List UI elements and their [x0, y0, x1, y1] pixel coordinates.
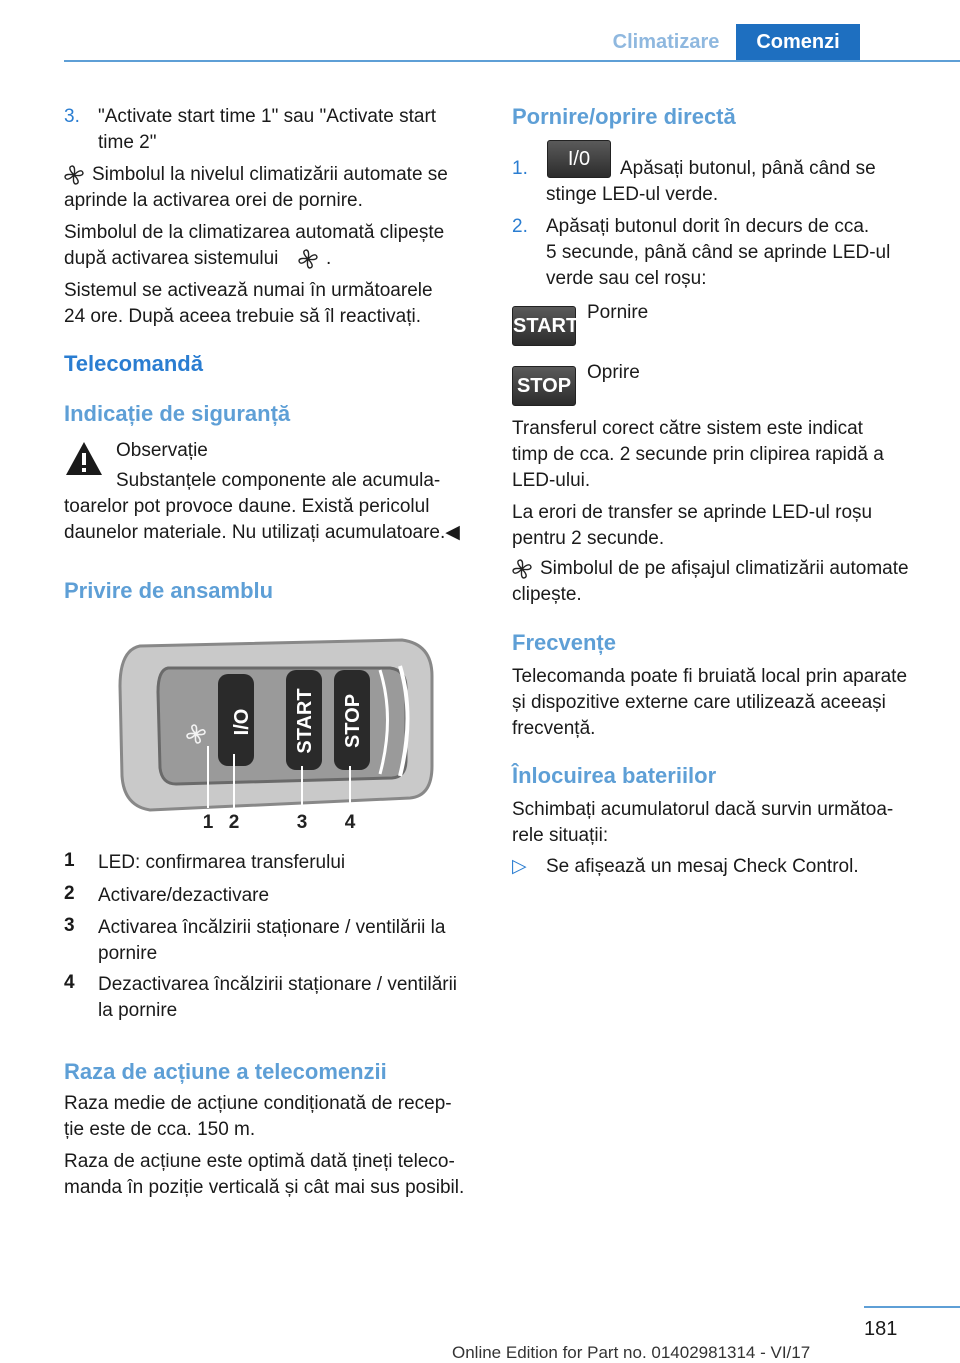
heading-frecvente: Frecvențe	[512, 630, 616, 655]
start-button-image: START	[512, 306, 576, 346]
blink-para-line-1: Simbolul de la climatizarea automată clipește	[64, 222, 445, 243]
transfer-line-1: Transferul corect către sistem este indicat	[512, 418, 863, 439]
blink-para-line-2b: .	[326, 248, 332, 269]
fan-icon	[64, 165, 84, 185]
step-3-line-2: time 2"	[98, 132, 157, 153]
tab-comenzi[interactable]: Comenzi	[736, 24, 860, 60]
step-2-line-1: Apăsați butonul dorit în decurs de cca.	[546, 216, 870, 237]
fan-icon	[512, 559, 532, 579]
legend-text: LED: confirmarea transferului	[98, 852, 346, 873]
errors-line-1: La erori de transfer se aprinde LED-ul roșu	[512, 502, 873, 523]
raza-line-4: manda în poziție verticală și cât mai sus posibil.	[64, 1177, 465, 1198]
legend-text: Activarea încălzirii staționare / ventilării la	[98, 917, 446, 938]
page-header	[0, 0, 960, 62]
frecv-line-2: și dispozitive externe care utilizează aceeași	[512, 692, 886, 713]
legend-number: 4	[64, 972, 75, 993]
callout-2: 2	[228, 812, 240, 833]
io-button-image: I/0	[547, 140, 611, 178]
warning-line-2: toarelor pot provoce daune. Există pericolul	[64, 496, 430, 517]
bullet-icon: ▷	[512, 856, 527, 877]
heading-inlocuirea-bateriilor: Înlocuirea bateriilor	[512, 763, 717, 788]
bullet-text: Se afișează un mesaj Check Control.	[546, 856, 859, 877]
frecv-line-3: frecvență.	[512, 718, 596, 739]
start-label: Pornire	[587, 302, 649, 323]
callout-3: 3	[296, 812, 308, 833]
remote-button-start-label: START	[294, 688, 316, 754]
step-1-number: 1.	[512, 158, 528, 179]
remote-button-stop-label: STOP	[342, 693, 364, 749]
warning-title: Observație	[116, 440, 208, 461]
warning-line-1: Substanțele componente ale acumula-	[116, 470, 441, 491]
warning-icon	[64, 440, 104, 478]
inl-line-1: Schimbați acumulatorul dacă survin următoa-	[512, 799, 894, 820]
callout-4: 4	[344, 812, 356, 833]
callout-1: 1	[202, 812, 214, 833]
legend-text-cont: pornire	[98, 943, 158, 964]
raza-line-1: Raza medie de acțiune condiționată de recep-	[64, 1093, 452, 1114]
page-number: 181	[864, 1318, 898, 1340]
symbol-blink-line-1: Simbolul de pe afișajul climatizării automate	[540, 558, 909, 579]
heading-raza-actiune: Raza de acțiune a telecomenzii	[64, 1059, 387, 1084]
fan-icon	[298, 249, 318, 269]
step-2-line-3: verde sau cel roșu:	[546, 268, 707, 289]
step-2-line-2: 5 secunde, până când se aprinde LED-ul	[546, 242, 891, 263]
frecv-line-1: Telecomanda poate fi bruiată local prin aparate	[512, 666, 908, 687]
stop-button-image: STOP	[512, 366, 576, 406]
edition-note: Online Edition for Part no. 01402981314 - VI/17	[452, 1343, 811, 1362]
legend-text-cont: la pornire	[98, 1000, 178, 1021]
heading-telecomanda: Telecomandă	[64, 351, 203, 376]
activation-para-line-2: 24 ore. După aceea trebuie să îl reactivați.	[64, 306, 421, 327]
stop-label: Oprire	[587, 362, 640, 383]
raza-line-2: ție este de cca. 150 m.	[64, 1119, 256, 1140]
legend-number: 3	[64, 915, 75, 936]
transfer-line-3: LED-ului.	[512, 470, 591, 491]
legend-number: 2	[64, 883, 75, 904]
tab-climatizare[interactable]: Climatizare	[612, 31, 720, 53]
errors-line-2: pentru 2 secunde.	[512, 528, 665, 549]
raza-line-3: Raza de acțiune este optimă dată țineți teleco-	[64, 1151, 455, 1172]
step-2-number: 2.	[512, 216, 528, 237]
legend-number: 1	[64, 850, 75, 871]
heading-privire-ansamblu: Privire de ansamblu	[64, 578, 274, 603]
heading-indicatie-siguranta: Indicație de siguranță	[64, 401, 291, 426]
step-1-line-1: Apăsați butonul, până când se	[620, 158, 876, 179]
step-3-line-1: "Activate start time 1" sau "Activate start	[98, 106, 437, 127]
legend-text: Dezactivarea încălzirii staționare / ventilării	[98, 974, 458, 995]
header-rule	[64, 60, 960, 62]
heading-pornire-oprire: Pornire/oprire directă	[512, 104, 736, 129]
remote-control-illustration	[110, 626, 440, 836]
remote-button-io-label: I/O	[231, 708, 253, 736]
legend-text: Activare/dezactivare	[98, 885, 270, 906]
footer-rule	[864, 1306, 960, 1308]
warning-line-3: daunelor materiale. Nu utilizați acumulatoare.◀	[64, 522, 460, 543]
step-3-number: 3.	[64, 106, 80, 127]
activation-para-line-1: Sistemul se activează numai în următoarele	[64, 280, 433, 301]
step-1-line-2: stinge LED-ul verde.	[546, 184, 719, 205]
symbol-para-line-2: aprinde la activarea orei de pornire.	[64, 190, 363, 211]
symbol-blink-line-2: clipește.	[512, 584, 582, 605]
blink-para-line-2a: după activarea sistemului	[64, 248, 279, 269]
inl-line-2: rele situații:	[512, 825, 609, 846]
symbol-para-line-1: Simbolul la nivelul climatizării automate se	[92, 164, 448, 185]
transfer-line-2: timp de cca. 2 secunde prin clipirea rapidă a	[512, 444, 884, 465]
